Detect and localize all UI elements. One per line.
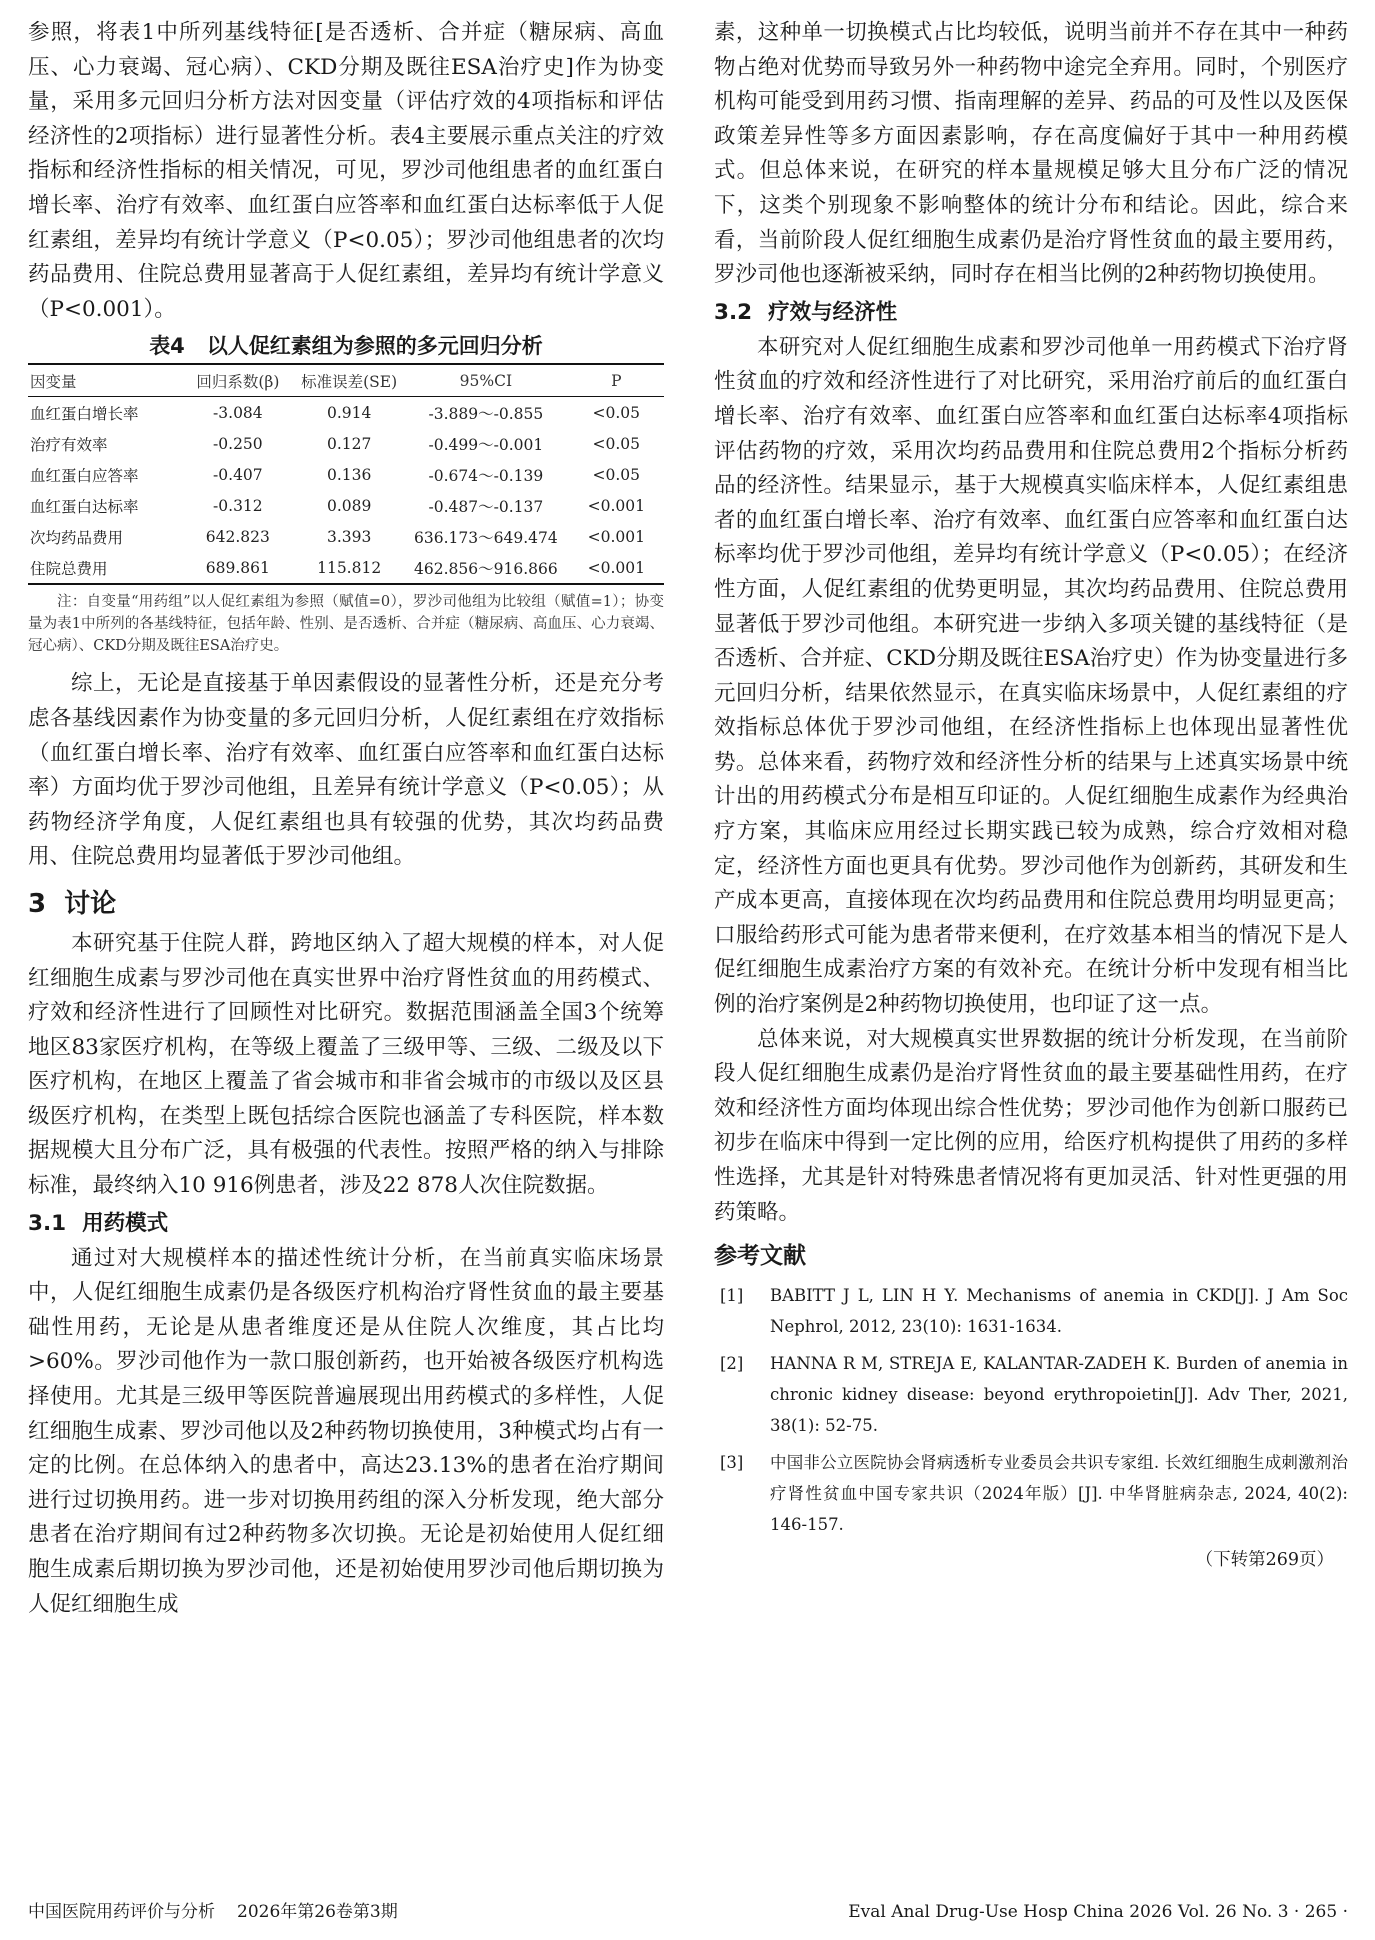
reference-text: BABITT J L, LIN H Y. Mechanisms of anemia in CKD[J]. J Am Soc Nephrol, 2012, 23(10): 1631-1634. [770, 1286, 1348, 1337]
left-column [28, 14, 664, 1622]
table-row [28, 521, 664, 552]
table-cell: 0.136 [326, 465, 372, 484]
continued-on-page: （下转第269页） [1195, 1550, 1334, 1571]
table-header-row [28, 364, 664, 397]
table-cell: 3.393 [326, 527, 372, 546]
table-cell: 0.089 [326, 496, 372, 515]
reference-text: HANNA R M, STREJA E, KALANTAR-ZADEH K. Burden of anemia in chronic kidney disease: beyond erythropoietin[J]. Adv Ther, 2021, 38(1): 52-75. [770, 1354, 1348, 1436]
table-row [28, 490, 664, 521]
continued-paragraph: 素，这种单一切换模式占比均较低，说明当前并不存在其中一种药物占绝对优势而导致另外一种药物中途完全弃用。同时，个别医疗机构可能受到用药习惯、指南理解的差异、药品的可及性以及医保政策差异性等多方面因素影响，存在高度偏好于其中一种用药模式。但总体来说，在研究的样本量规模足够大且分布广泛的情况下，这类个别现象不影响整体的统计分布和结论。因此，综合来看，当前阶段人促红细胞生成素仍是治疗肾性贫血的最主要用药，罗沙司他也逐渐被采纳，同时存在相当比例的2种药物切换使用。 [714, 20, 1348, 288]
conclusion-paragraph: 总体来说，对大规模真实世界数据的统计分析发现，在当前阶段人促红细胞生成素仍是治疗肾性贫血的最主要基础性用药，在疗效和经济性方面均体现出综合性优势；罗沙司他作为创新口服药已初步在临床中得到一定比例的应用，给医疗机构提供了用药的多样性选择，尤其是针对特殊患者情况将有更加灵活、针对性更强的用药策略。 [714, 1026, 1348, 1225]
table-cell: 住院总费用 [30, 559, 108, 578]
table-cell: -0.407 [213, 465, 263, 484]
subsection-title: 用药模式 [82, 1210, 169, 1236]
table-header-cell: 标准误差(SE) [301, 373, 398, 392]
table-header-cell: 回归系数(β) [196, 373, 280, 392]
table-cell: -0.499～-0.001 [428, 435, 544, 454]
section-number: 3 [28, 888, 47, 919]
medication-pattern-paragraph: 通过对大规模样本的描述性统计分析，在当前真实临床场景中，人促红细胞生成素仍是各级医疗机构治疗肾性贫血的最主要基础性用药，无论是从患者维度还是从住院人次维度，其占比均>60%。罗沙司他作为一款口服创新药，也开始被各级医疗机构选择使用。尤其是三级甲等医院普遍展现出用药模式的多样性，人促红细胞生成素、罗沙司他以及2种药物切换使用，3种模式均占有一定的比例。在总体纳入的患者中，高达23.13%的患者在治疗期间进行过切换用药。进一步对切换用药组的深入分析发现，绝大部分患者在治疗期间有过2种药物多次切换。无论是初始使用人促红细胞生成素后期切换为罗沙司他，还是初始使用罗沙司他后期切换为人促红细胞生成 [28, 1245, 664, 1617]
subsection-number: 3.2 [714, 299, 753, 325]
table-cell: -0.250 [213, 434, 263, 453]
table-cell: 0.914 [326, 403, 372, 422]
subsection-heading-medication-pattern [28, 1206, 664, 1242]
table-cell: <0.001 [587, 527, 645, 546]
table-cell: <0.05 [592, 434, 641, 453]
table-row [28, 397, 664, 429]
references-heading: 参考文献 [714, 1243, 806, 1270]
table-cell: 115.812 [317, 558, 382, 577]
table-cell: 血红蛋白应答率 [30, 466, 139, 485]
table-cell: -3.889～-0.855 [428, 404, 544, 423]
footer-journal-info [28, 1900, 398, 1924]
footer-journal-en: Eval Anal Drug-Use Hosp China 2026 Vol. 26 No. 3 · 265 · [848, 1902, 1348, 1922]
table-cell: 689.861 [205, 558, 270, 577]
subsection-title: 疗效与经济性 [768, 299, 898, 325]
regression-table [28, 363, 664, 585]
section-heading-discussion [28, 887, 664, 921]
efficacy-paragraph: 本研究对人促红细胞生成素和罗沙司他单一用药模式下治疗肾性贫血的疗效和经济性进行了对比研究，采用治疗前后的血红蛋白增长率、治疗有效率、血红蛋白应答率和血红蛋白达标率4项指标评估药物的疗效，采用次均药品费用和住院总费用2个指标分析药品的经济性。结果显示，基于大规模真实临床样本，人促红素组患者的血红蛋白增长率、治疗有效率、血红蛋白应答率和血红蛋白达标率均优于罗沙司他组，差异均有统计学意义（P<0.05）；在经济性方面，人促红素组的优势更明显，其次均药品费用、住院总费用显著低于罗沙司他组。本研究进一步纳入多项关键的基线特征（是否透析、合并症、CKD分期及既往ESA治疗史）作为协变量进行多元回归分析，结果依然显示，在真实临床场景中，人促红素组的疗效指标总体优于罗沙司他组，在经济性指标上也体现出显著性优势。总体来看，药物疗效和经济性分析的结果与上述真实场景中统计出的用药模式分布是相互印证的。人促红细胞生成素作为经典治疗方案，其临床应用经过长期实践已较为成熟，综合疗效相对稳定，经济性方面也更具有优势。罗沙司他作为创新药，其研发和生产成本更高，直接体现在次均药品费用和住院总费用均明显更高；口服给药形式可能为患者带来便利，在疗效基本相当的情况下是人促红细胞生成素治疗方案的有效补充。在统计分析中发现有相当比例的治疗案例是2种药物切换使用，也印证了这一点。 [714, 334, 1348, 1018]
table-cell: 次均药品费用 [30, 528, 124, 547]
table-cell: 血红蛋白达标率 [30, 497, 139, 516]
table-header-cell: 95%CI [459, 372, 513, 391]
table-cell: -3.084 [213, 403, 263, 422]
table-row [28, 552, 664, 584]
subsection-heading-efficacy-economy [714, 295, 1348, 331]
table-cell: <0.05 [592, 465, 641, 484]
journal-issue-cn: 2026年第26卷第3期 [237, 1902, 398, 1922]
table4-note: 注：自变量“用药组”以人促红素组为参照（赋值=0），罗沙司他组为比较组（赋值=1）；协变量为表1中所列的各基线特征，包括年龄、性别、是否透析、合并症（糖尿病、高血压、心力衰竭、冠心病）、CKD分期及既往ESA治疗史。 [28, 594, 664, 655]
table-cell: 血红蛋白增长率 [30, 404, 139, 423]
table-header-cell: P [611, 372, 622, 391]
reference-item [714, 1348, 1348, 1441]
table4-title-text: 以人促红素组为参照的多元回归分析 [206, 334, 543, 359]
subsection-number: 3.1 [28, 1210, 67, 1236]
table-cell: 642.823 [205, 527, 270, 546]
summary-paragraph: 综上，无论是直接基于单因素假设的显著性分析，还是充分考虑各基线因素作为协变量的多元回归分析，人促红素组在疗效指标（血红蛋白增长率、治疗有效率、血红蛋白应答率和血红蛋白达标率）方面均优于罗沙司他组，且差异有统计学意义（P<0.05）；从药物经济学角度，人促红素组也具有较强的优势，其次均药品费用、住院总费用均显著低于罗沙司他组。 [28, 671, 664, 870]
journal-name-cn: 中国医院用药评价与分析 [28, 1902, 215, 1922]
reference-item [714, 1447, 1348, 1540]
reference-number: [2] [720, 1354, 744, 1374]
table-cell: <0.001 [587, 558, 645, 577]
reference-text: 中国非公立医院协会肾病透析专业委员会共识专家组. 长效红细胞生成刺激剂治疗肾性贫血中国专家共识（2024年版）[J]. 中华肾脏病杂志, 2024, 40(2): 146-157. [770, 1453, 1348, 1535]
section-title: 讨论 [64, 888, 117, 919]
reference-number: [1] [720, 1286, 744, 1306]
table4-number: 表4 [149, 334, 185, 359]
table-cell: -0.487～-0.137 [428, 497, 544, 516]
reference-number: [3] [720, 1453, 744, 1473]
intro-paragraph: 参照，将表1中所列基线特征[是否透析、合并症（糖尿病、高血压、心力衰竭、冠心病）、CKD分期及既往ESA治疗史]作为协变量，采用多元回归分析方法对因变量（评估疗效的4项指标和评估经济性的2项指标）进行显著性分析。表4主要展示重点关注的疗效指标和经济性指标的相关情况，可见，罗沙司他组患者的血红蛋白增长率、治疗有效率、血红蛋白应答率和血红蛋白达标率低于人促红素组，差异均有统计学意义（P<0.05）；罗沙司他组患者的次均药品费用、住院总费用显著高于人促红素组，差异均有统计学意义（P<0.001）。 [28, 20, 664, 322]
table-row [28, 428, 664, 459]
table-cell: 636.173～649.474 [414, 528, 558, 547]
reference-item [714, 1280, 1348, 1342]
table-cell: <0.001 [587, 496, 645, 515]
table-cell: 462.856～916.866 [414, 559, 558, 578]
table-cell: -0.312 [213, 496, 263, 515]
table-cell: 0.127 [326, 434, 372, 453]
table4-title [28, 329, 664, 363]
table-header-cell: 因变量 [30, 373, 77, 392]
table-cell: 治疗有效率 [30, 435, 108, 454]
discussion-paragraph: 本研究基于住院人群，跨地区纳入了超大规模的样本，对人促红细胞生成素与罗沙司他在真实世界中治疗肾性贫血的用药模式、疗效和经济性进行了回顾性对比研究。数据范围涵盖全国3个统筹地区83家医疗机构，在等级上覆盖了三级甲等、三级、二级及以下医疗机构，在地区上覆盖了省会城市和非省会城市的市级以及区县级医疗机构，在类型上既包括综合医院也涵盖了专科医院，样本数据规模大且分布广泛，具有极强的代表性。按照严格的纳入与排除标准，最终纳入10 916例患者，涉及22 878人次住院数据。 [28, 930, 664, 1199]
table-row [28, 459, 664, 490]
table-cell: -0.674～-0.139 [428, 466, 544, 485]
table-cell: <0.05 [592, 403, 641, 422]
right-column [714, 14, 1348, 1574]
